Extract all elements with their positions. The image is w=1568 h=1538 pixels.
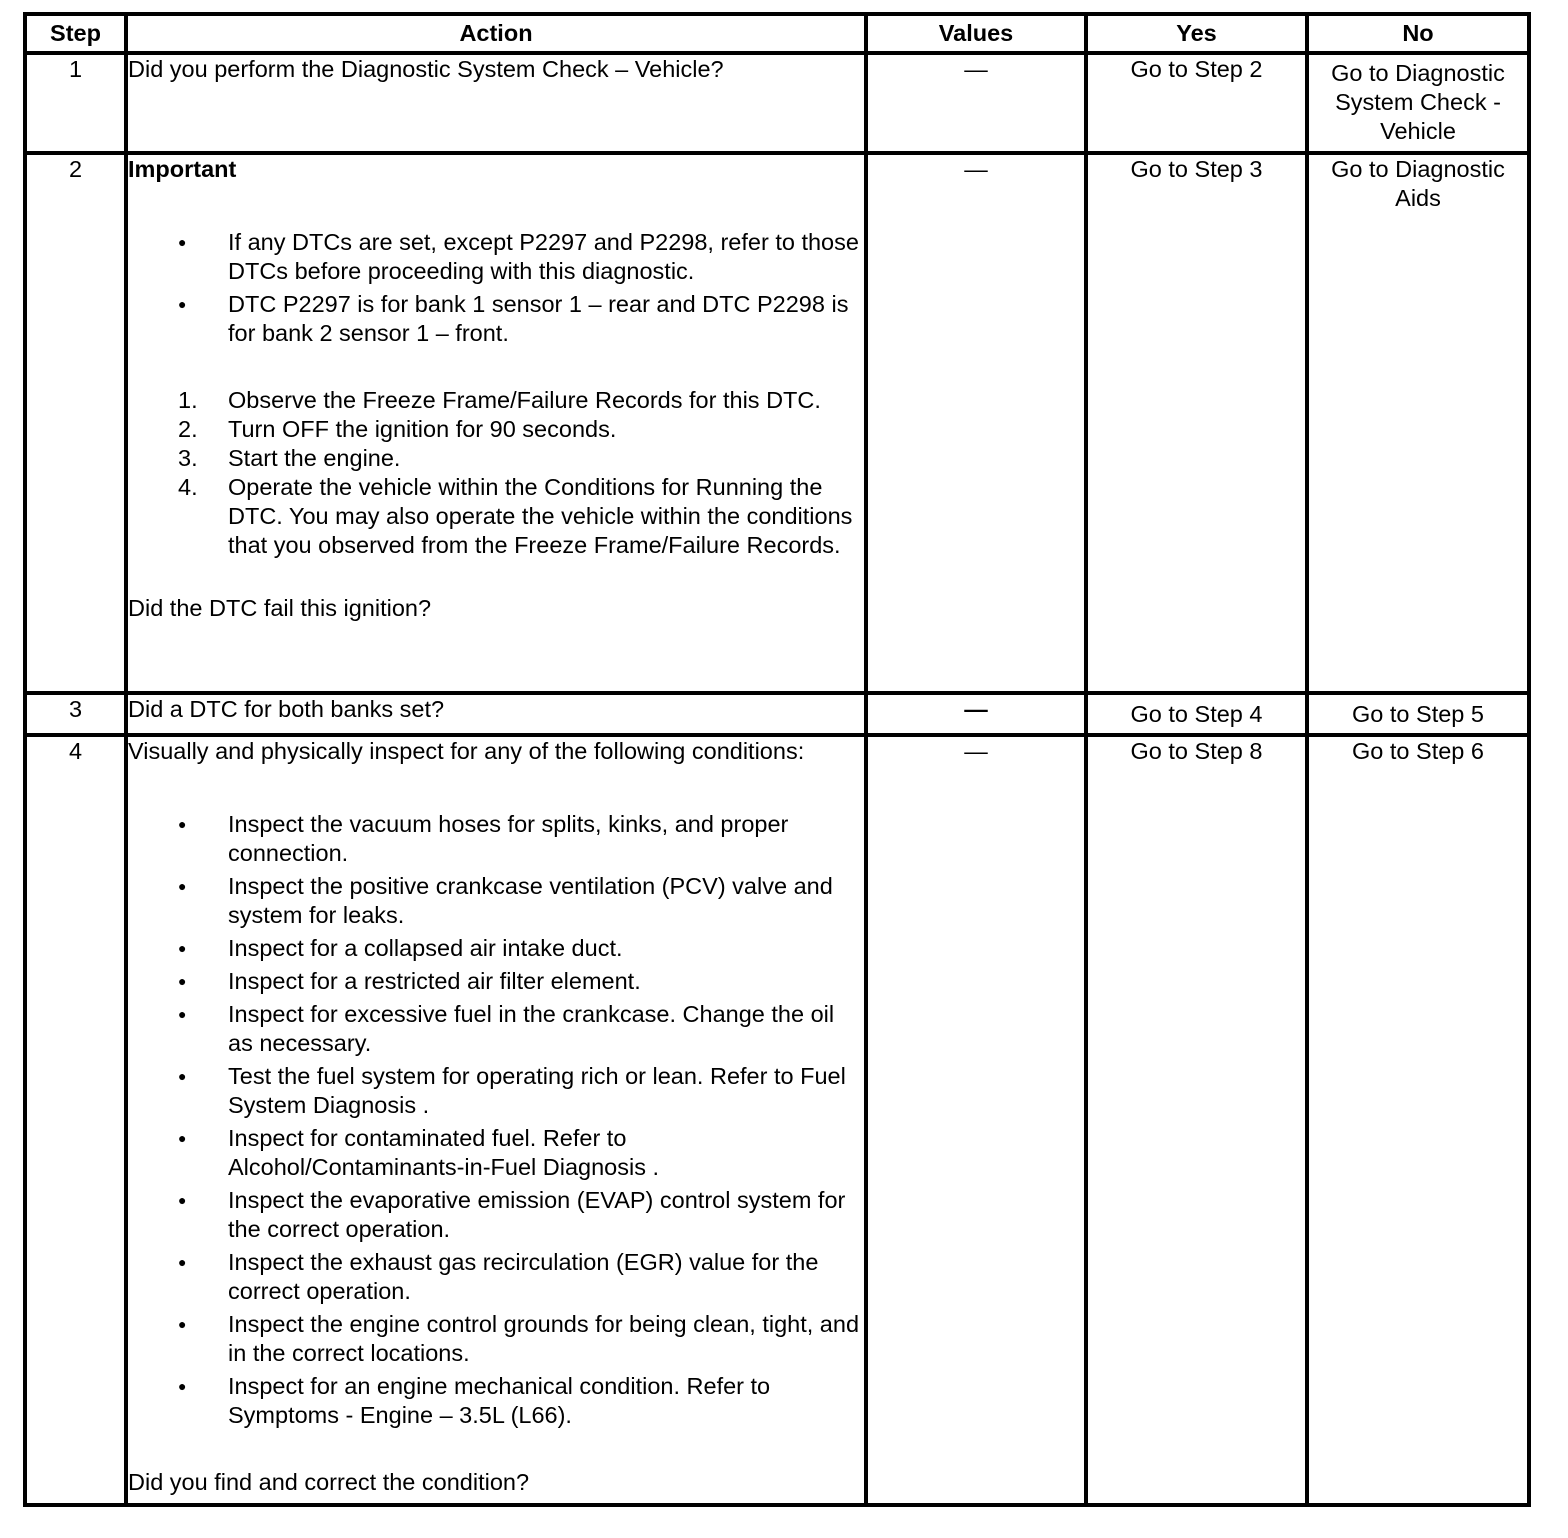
- action-text: Did you perform the Diagnostic System Check – Vehicle?: [126, 53, 866, 153]
- yes-cell: Go to Step 3: [1086, 153, 1307, 693]
- list-item: ● Inspect for a collapsed air intake duct.: [128, 934, 864, 963]
- important-label: Important: [128, 156, 237, 182]
- header-row: [25, 14, 1529, 53]
- no-cell: Go to Step 6: [1307, 735, 1529, 1505]
- header-step: Step: [25, 14, 126, 53]
- value-cell: —: [866, 693, 1086, 735]
- header-action: Action: [126, 14, 866, 53]
- header-yes: Yes: [1086, 14, 1307, 53]
- header-values: Values: [866, 14, 1086, 53]
- list-item: ● Inspect the engine control grounds for being clean, tight, and in the correct locations.: [128, 1310, 864, 1368]
- list-item: ● Inspect for contaminated fuel. Refer to Alcohol/Contaminants-in-Fuel Diagnosis .: [128, 1124, 864, 1182]
- diagnostic-table: [23, 12, 1531, 1507]
- numbered-steps: [128, 386, 864, 560]
- action-cell: [126, 735, 866, 1505]
- list-item: 4. Operate the vehicle within the Conditions for Running the DTC. You may also operate the vehicle within the conditions that you observed from the Freeze Frame/Failure Records.: [178, 474, 853, 558]
- table-row: [25, 53, 1529, 153]
- no-cell: Go to Step 5: [1307, 693, 1529, 735]
- list-item: ● Inspect for an engine mechanical condition. Refer to Symptoms - Engine – 3.5L (L66).: [128, 1372, 864, 1430]
- header-no: No: [1307, 14, 1529, 53]
- table-row: [25, 693, 1529, 735]
- action-cell: [126, 153, 866, 693]
- action-text: Did a DTC for both banks set?: [126, 693, 866, 735]
- intro-text: Visually and physically inspect for any of the following conditions:: [128, 738, 805, 764]
- yes-cell: Go to Step 4: [1086, 693, 1307, 735]
- list-item: 2. Turn OFF the ignition for 90 seconds.: [178, 416, 617, 442]
- table-row: [25, 735, 1529, 1505]
- value-cell: —: [866, 153, 1086, 693]
- list-item: 3. Start the engine.: [178, 445, 401, 471]
- table-row: [25, 153, 1529, 693]
- list-item: ● Inspect the evaporative emission (EVAP) control system for the correct operation.: [128, 1186, 864, 1244]
- list-item: ● Inspect the exhaust gas recirculation (EGR) value for the correct operation.: [128, 1248, 864, 1306]
- list-item: ● Inspect for excessive fuel in the crankcase. Change the oil as necessary.: [128, 1000, 864, 1058]
- step-number: 4: [25, 735, 126, 1505]
- yes-cell: Go to Step 8: [1086, 735, 1307, 1505]
- list-item: ● Inspect the positive crankcase ventilation (PCV) valve and system for leaks.: [128, 872, 864, 930]
- yes-cell: Go to Step 2: [1086, 53, 1307, 153]
- value-cell: —: [866, 53, 1086, 153]
- important-list: [128, 228, 864, 348]
- step-number: 3: [25, 693, 126, 735]
- list-item: ● DTC P2297 is for bank 1 sensor 1 – rear and DTC P2298 is for bank 2 sensor 1 – front.: [128, 290, 864, 348]
- question-text: Did you find and correct the condition?: [128, 1469, 530, 1495]
- no-cell: Go to Diagnostic Aids: [1307, 153, 1529, 693]
- list-item: 1. Observe the Freeze Frame/Failure Records for this DTC.: [178, 387, 821, 413]
- value-cell: —: [866, 735, 1086, 1505]
- list-item: ● Inspect the vacuum hoses for splits, kinks, and proper connection.: [128, 810, 864, 868]
- no-cell: Go to Diagnostic System Check - Vehicle: [1307, 53, 1529, 153]
- step-number: 2: [25, 153, 126, 693]
- list-item: ● Inspect for a restricted air filter element.: [128, 967, 864, 996]
- question-text: Did the DTC fail this ignition?: [128, 595, 432, 621]
- list-item: ● Test the fuel system for operating rich or lean. Refer to Fuel System Diagnosis .: [128, 1062, 864, 1120]
- inspection-list: [128, 810, 864, 1430]
- list-item: ● If any DTCs are set, except P2297 and P2298, refer to those DTCs before proceeding with this diagnostic.: [128, 228, 864, 286]
- step-number: 1: [25, 53, 126, 153]
